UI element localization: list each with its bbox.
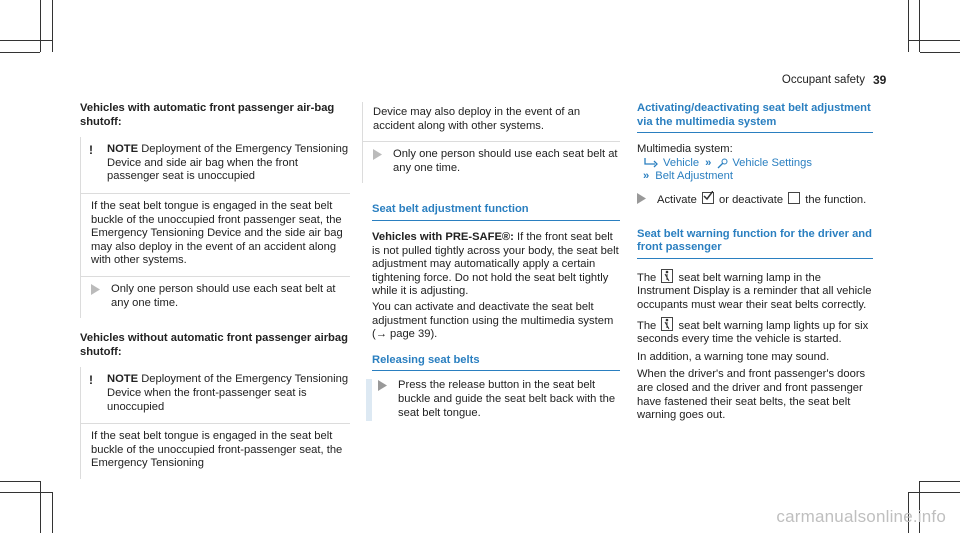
paragraph: In addition, a warning tone may sound.: [637, 350, 830, 363]
checkbox-checked-icon: [702, 192, 714, 204]
crop-mark: [0, 52, 40, 53]
paragraph: If the seat belt tongue is engaged in the seat belt buckle of the unoccupied front-passenger seat, the Emergency Tensioning: [91, 430, 343, 470]
watermark: carmanualsonline.info: [776, 507, 946, 526]
note-body: [363, 102, 620, 141]
settings-icon: [717, 158, 728, 169]
left-column: [80, 102, 350, 479]
heading-releasing-belts: Releasing seat belts: [372, 354, 620, 372]
menu-path-line2: [643, 170, 873, 184]
heading-belt-adjustment: Seat belt adjustment function: [372, 203, 620, 221]
activate-step: Activate or deactivate the function.: [637, 192, 873, 208]
warning-icon: !: [89, 143, 93, 158]
checkbox-empty-icon: [788, 192, 800, 204]
crop-mark: [0, 481, 40, 482]
heading-warning-function: Seat belt warning function for the driver and front passenger: [637, 228, 873, 259]
crop-mark: [40, 0, 41, 52]
menu-path-line1: [643, 157, 873, 171]
step-text: Only one person should use each seat belt at any one time.: [111, 282, 336, 309]
seat-belt-icon: [661, 269, 673, 283]
note-text: Deployment of the Emergency Tensioning Device and side air bag when the front passenger seat is unoccupied: [107, 143, 349, 183]
crop-mark: [0, 492, 52, 493]
note-label: NOTE: [107, 143, 139, 156]
middle-column: [362, 102, 620, 421]
arrow-icon: [91, 284, 103, 296]
arrow-icon: [373, 149, 385, 161]
note-1: [81, 137, 350, 193]
note-text: Deployment of the Emergency Tensioning Device when the front-passenger seat is unoccupied: [107, 373, 349, 413]
arrow-icon: [378, 380, 390, 392]
paragraph: You can activate and deactivate the seat belt adjustment function using the multimedia system (→ page 39).: [372, 300, 614, 341]
chevron-double-icon: »: [705, 156, 712, 169]
presafe-lead: Vehicles with PRE-SAFE®:: [372, 230, 514, 243]
chevron-double-icon: »: [643, 170, 650, 183]
multimedia-label: Multimedia system:: [637, 143, 733, 156]
crop-mark: [908, 40, 960, 41]
crop-mark: [919, 0, 920, 52]
paragraph: Vehicles with PRE-SAFE®: If the front seat belt is not pulled tightly across your body, the seat belt adjustment may automatically apply a certain tightening force. Do not hold the seat belt tightly while it is adjusting.: [372, 230, 619, 298]
crop-mark: [920, 481, 960, 482]
menu-belt-adjustment: Belt Adjustment: [655, 170, 733, 183]
paragraph: Device may also deploy in the event of an accident along with other systems.: [373, 106, 581, 132]
paragraph: If the seat belt tongue is engaged in the seat belt buckle of the unoccupied front passenger seat, the Emergency Tensioning Device and the side air bag may also deploy in the event of an accident along with other systems.: [91, 199, 343, 267]
note-step: [81, 276, 350, 318]
note-box-1: [80, 137, 350, 318]
crop-mark: [0, 40, 52, 41]
note-body: [81, 423, 350, 479]
crop-mark: [40, 481, 41, 533]
right-column: [637, 102, 873, 423]
crop-mark: [920, 52, 960, 53]
crop-mark: [52, 0, 53, 52]
menu-vehicle: Vehicle: [663, 156, 700, 169]
seat-belt-icon: [661, 317, 673, 331]
note-box-2: [80, 367, 350, 479]
heading-no-automatic-shutoff: Vehicles without automatic front passenger airbag shutoff:: [80, 332, 348, 358]
note-box-continued: [362, 102, 620, 183]
heading-automatic-shutoff: Vehicles with automatic front passenger air-bag shutoff:: [80, 102, 335, 128]
return-arrow-icon: [643, 158, 659, 169]
paragraph: The seat belt warning lamp lights up for six seconds every time the vehicle is started.: [637, 317, 873, 347]
note-label: NOTE: [107, 373, 139, 386]
paragraph: When the driver's and front passenger's doors are closed and the driver and front passenger have fastened their seat belts, the seat belt warning goes out.: [637, 368, 866, 422]
step-text: Only one person should use each seat belt at any one time.: [393, 148, 618, 174]
note-2: [81, 367, 350, 423]
menu-vehicle-settings: Vehicle Settings: [732, 156, 812, 169]
crop-mark: [908, 492, 960, 493]
arrow-icon: [637, 193, 649, 205]
crop-mark: [52, 492, 53, 533]
step-bar: [366, 379, 372, 421]
section-header: Occupant safety: [781, 74, 865, 86]
step-text: Press the release button in the seat belt buckle and guide the seat belt back with the seat belt tongue.: [398, 379, 616, 419]
note-body: [81, 193, 350, 276]
crop-mark: [908, 0, 909, 52]
heading-activate-adjustment: Activating/deactivating seat belt adjustment via the multimedia system: [637, 102, 873, 133]
paragraph: The seat belt warning lamp in the Instrument Display is a reminder that all vehicle occupants must wear their seat belts correctly.: [637, 269, 873, 313]
warning-icon: !: [89, 373, 93, 388]
page-number: 39: [873, 73, 887, 87]
release-step: [366, 379, 620, 421]
note-step: [363, 141, 620, 183]
